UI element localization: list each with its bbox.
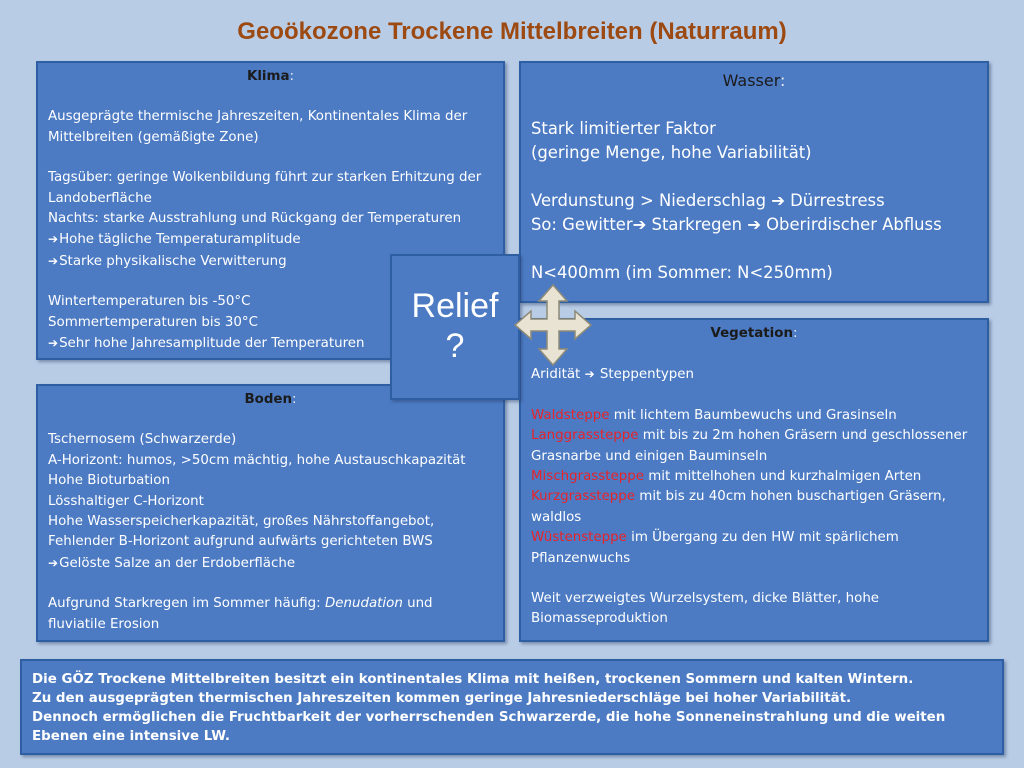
arrow-right-icon: ➔ [747, 215, 761, 234]
klima-bullet-text: Hohe tägliche Temperaturamplitude [59, 232, 301, 248]
boden-bullet [48, 553, 493, 574]
wasser-text: Starkregen [646, 215, 748, 234]
steppe-type-name: Langgrassteppe [531, 428, 639, 444]
relief-label: Relief [411, 287, 499, 325]
boden-line: A-Horizont: humos, >50cm mächtig, hohe Austauschkapazität [48, 452, 466, 468]
relief-box [390, 254, 520, 400]
wasser-line [531, 213, 977, 237]
wasser-heading-colon: : [780, 71, 786, 90]
arrow-right-icon: ➔ [48, 336, 59, 351]
vegetation-type [531, 406, 977, 426]
klima-heading-colon: : [289, 69, 295, 84]
vegetation-type [531, 487, 977, 528]
klima-bullet-text: Sehr hohe Jahresamplitude der Temperaturen [59, 336, 365, 352]
summary-line: Die GÖZ Trockene Mittelbreiten besitzt ein kontinentales Klima mit heißen, trockenen Sommern und kalten Wintern. [32, 672, 914, 687]
summary-panel [20, 659, 1004, 755]
boden-text: Aufgrund Starkregen im Sommer häufig: [48, 596, 325, 612]
four-way-arrow-icon [513, 283, 593, 367]
boden-line [48, 594, 493, 635]
boden-line: Tschernosem (Schwarzerde) [48, 432, 237, 448]
wasser-text: So: Gewitter [531, 215, 633, 234]
arrow-right-icon: ➔ [48, 232, 59, 247]
wasser-line: (geringe Menge, hohe Variabilität) [531, 143, 812, 162]
arrow-right-icon: ➔ [771, 191, 785, 210]
aridity-text: Steppentypen [595, 367, 695, 383]
klima-line: Tagsüber: geringe Wolkenbildung führt zur starken Erhitzung der Landoberfläche [48, 170, 482, 206]
page-title: Geoökozone Trockene Mittelbreiten (Naturraum) [237, 18, 787, 45]
boden-emphasis: Denudation [324, 596, 403, 612]
boden-panel [36, 384, 505, 642]
vegetation-aridity [531, 364, 977, 385]
aridity-label: Aridität [531, 367, 585, 383]
vegetation-type [531, 426, 977, 467]
klima-line: Ausgeprägte thermische Jahreszeiten, Kontinentales Klima der Mittelbreiten (gemäßigte Zone) [48, 109, 468, 145]
klima-heading-text: Klima [246, 69, 290, 84]
arrow-right-icon: ➔ [48, 555, 59, 570]
vegetation-closing: Weit verzweigtes Wurzelsystem, dicke Blätter, hohe Biomasseproduktion [531, 591, 880, 627]
wasser-heading-text: Wasser [722, 71, 781, 90]
steppe-type-name: Wüstensteppe [531, 530, 627, 546]
klima-line: Wintertemperaturen bis -50°C [48, 294, 251, 310]
boden-line: Fehlender B-Horizont aufgrund aufwärts gerichteten BWS [48, 534, 433, 550]
boden-heading-text: Boden [244, 392, 293, 407]
arrow-right-icon: ➔ [632, 215, 647, 234]
vegetation-heading-text: Vegetation [710, 326, 794, 341]
boden-line: Hohe Wasserspeicherkapazität, großes Nährstoffangebot, [48, 514, 435, 530]
steppe-type-desc: mit lichtem Baumbewuchs und Grasinseln [609, 407, 897, 423]
wasser-heading [531, 69, 977, 93]
steppe-type-name: Waldsteppe [531, 407, 610, 423]
wasser-text: Verdunstung > Niederschlag [531, 191, 772, 210]
summary-line: Dennoch ermöglichen die Fruchtbarkeit der vorherrschenden Schwarzerde, die hohe Sonneneinstrahlung und die weiten Ebenen eine intensive LW. [32, 710, 946, 744]
summary-line: Zu den ausgeprägten thermischen Jahreszeiten kommen geringe Jahresniederschläge bei hoher Variabilität. [32, 691, 852, 706]
klima-line: Sommertemperaturen bis 30°C [48, 314, 258, 330]
wasser-line [531, 189, 977, 213]
steppe-type-name: Kurzgrassteppe [531, 489, 636, 505]
relief-question: ? [445, 327, 465, 365]
vegetation-heading-colon: : [793, 326, 798, 341]
wasser-panel [519, 61, 989, 303]
klima-bullet [48, 229, 493, 250]
wasser-text: Oberirdischer Abfluss [760, 215, 942, 234]
vegetation-type [531, 528, 977, 569]
boden-line: Hohe Bioturbation [48, 473, 170, 489]
vegetation-type [531, 467, 977, 487]
steppe-type-desc: mit bis zu 2m hohen Gräsern und geschlossener Grasnarbe und einigen Bauminseln [531, 428, 968, 464]
boden-line: Lösshaltiger C-Horizont [48, 493, 204, 509]
klima-line: Nachts: starke Ausstrahlung und Rückgang der Temperaturen [48, 211, 462, 227]
wasser-line: N<400mm (im Sommer: N<250mm) [531, 263, 833, 282]
steppe-type-desc: mit bis zu 40cm hohen buschartigen Gräsern, waldlos [531, 489, 946, 525]
klima-heading [48, 67, 493, 87]
steppe-type-name: Mischgrassteppe [531, 469, 644, 485]
klima-bullet-text: Starke physikalische Verwitterung [59, 253, 287, 269]
steppe-type-desc: mit mittelhohen und kurzhalmigen Arten [644, 469, 922, 485]
boden-heading-colon: : [292, 392, 297, 407]
arrow-right-icon: ➔ [48, 253, 59, 268]
arrow-right-icon: ➔ [584, 367, 595, 382]
boden-text: und fluviatile Erosion [48, 596, 433, 632]
wasser-text: Dürrestress [784, 191, 885, 210]
wasser-line: Stark limitierter Faktor [531, 119, 716, 138]
vegetation-heading [531, 324, 977, 344]
steppe-type-desc: im Übergang zu den HW mit spärlichem Pflanzenwuchs [531, 530, 899, 566]
boden-bullet-text: Gelöste Salze an der Erdoberfläche [59, 555, 296, 571]
